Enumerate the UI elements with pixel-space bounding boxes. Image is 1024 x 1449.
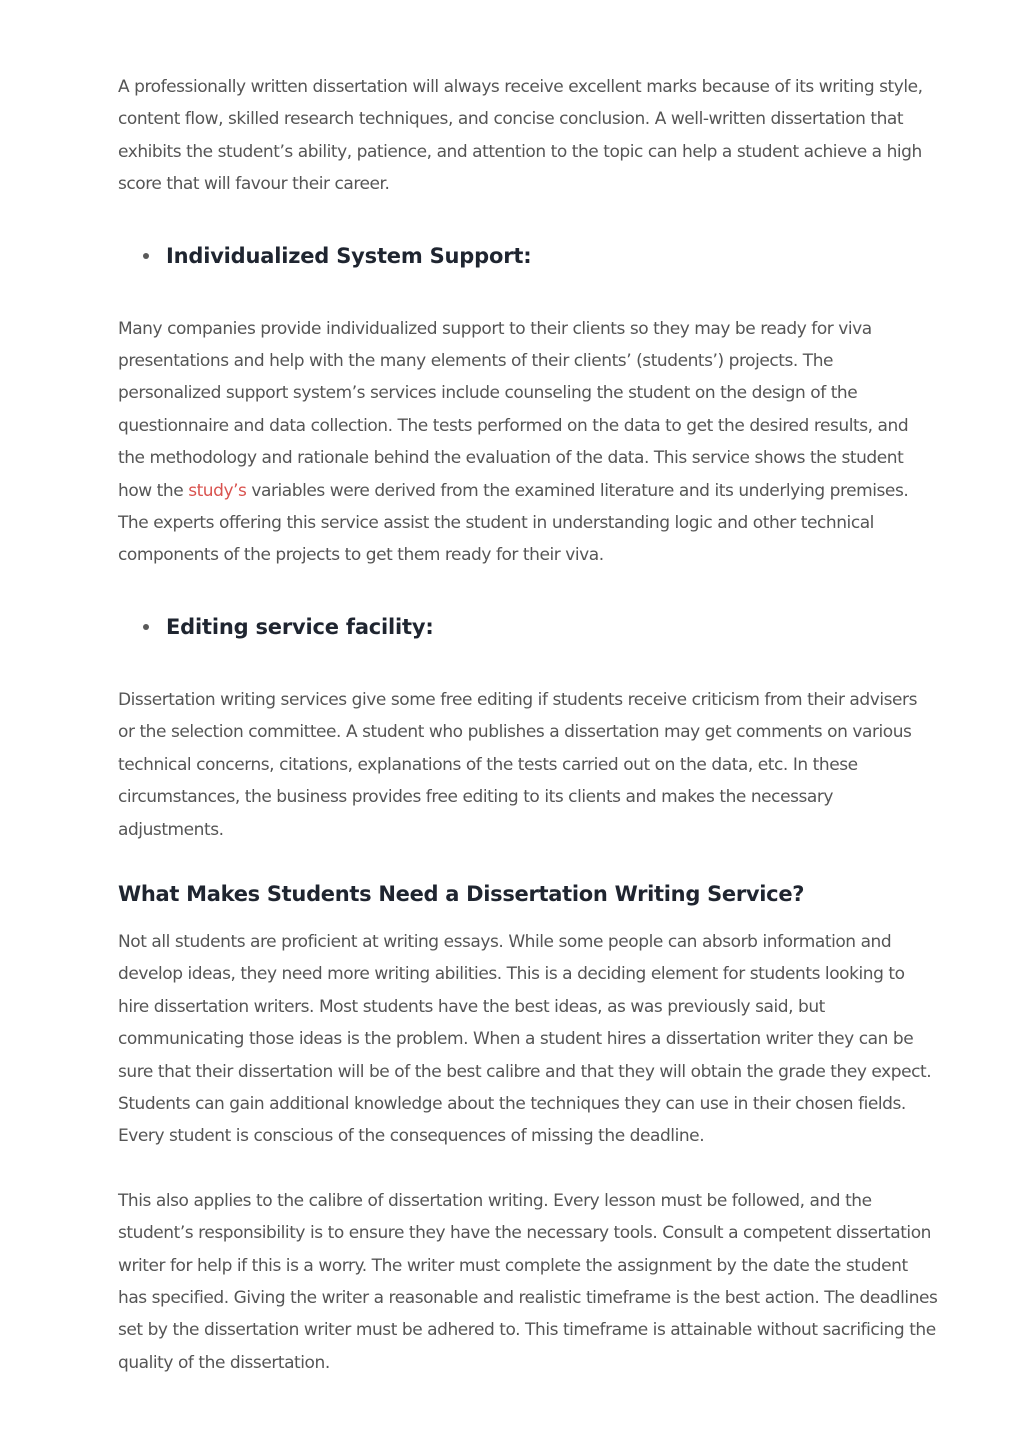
need-paragraph-1: Not all students are proficient at writing essays. While some people can absorb information and develop ideas, they need more writing abilities. This is a deciding element for students looking to hire dissertation writers. Most students have the best ideas, as was previously said, but communicating those ideas is the problem. When a student hires a dissertation writer they can be sure that their dissertation will be of the best calibre and that they will obtain the grade they expect. Students can gain additional knowledge about the techniques they can use in their chosen fields. Every student is conscious of the consequences of missing the deadline. — [118, 931, 932, 1147]
support-paragraph — [118, 313, 938, 572]
support-text-before-link: Many companies provide individualized support to their clients so they may be ready for viva presentations and help with the many elements of their clients’ (students’) projects. The personalized support system’s services include counseling the student on the design of the questionnaire and data collection. The tests performed on the data to get the desired results, and the methodology and rationale behind the evaluation of the data. This service shows the student how the — [118, 318, 909, 501]
study-link[interactable]: study’s — [188, 480, 247, 501]
support-text-after-link: variables were derived from the examined literature and its underlying premises. The experts offering this service assist the student in understanding logic and other technical components of the projects to get them ready for their viva. — [118, 480, 909, 566]
bullet-dot-icon — [143, 253, 149, 259]
intro-paragraph: A professionally written dissertation will always receive excellent marks because of its writing style, content flow, skilled research techniques, and concise conclusion. A well-written dissertation that exhibits the student’s ability, patience, and attention to the topic can help a student achieve a high score that will favour their career. — [118, 77, 923, 195]
bullet-heading-editing — [118, 612, 938, 642]
article-content — [118, 71, 938, 1379]
bullet-dot-icon — [143, 624, 149, 630]
support-heading: Individualized System Support: — [166, 243, 532, 268]
need-heading: What Makes Students Need a Dissertation Writing Service? — [118, 881, 805, 906]
need-paragraph-2: This also applies to the calibre of dissertation writing. Every lesson must be followed, and the student’s responsibility is to ensure they have the necessary tools. Consult a competent dissertation writer for help if this is a worry. The writer must complete the assignment by the date the student has specified. Giving the writer a reasonable and realistic timeframe is the best action. The deadlines set by the dissertation writer must be adhered to. This timeframe is attainable without sacrificing the quality of the dissertation. — [118, 1190, 938, 1373]
bullet-heading-support — [118, 241, 938, 271]
editing-paragraph: Dissertation writing services give some free editing if students receive criticism from their advisers or the selection committee. A student who publishes a dissertation may get comments on various technical concerns, citations, explanations of the tests carried out on the data, etc. In these circumstances, the business provides free editing to its clients and makes the necessary adjustments. — [118, 689, 917, 840]
editing-heading: Editing service facility: — [166, 614, 434, 639]
